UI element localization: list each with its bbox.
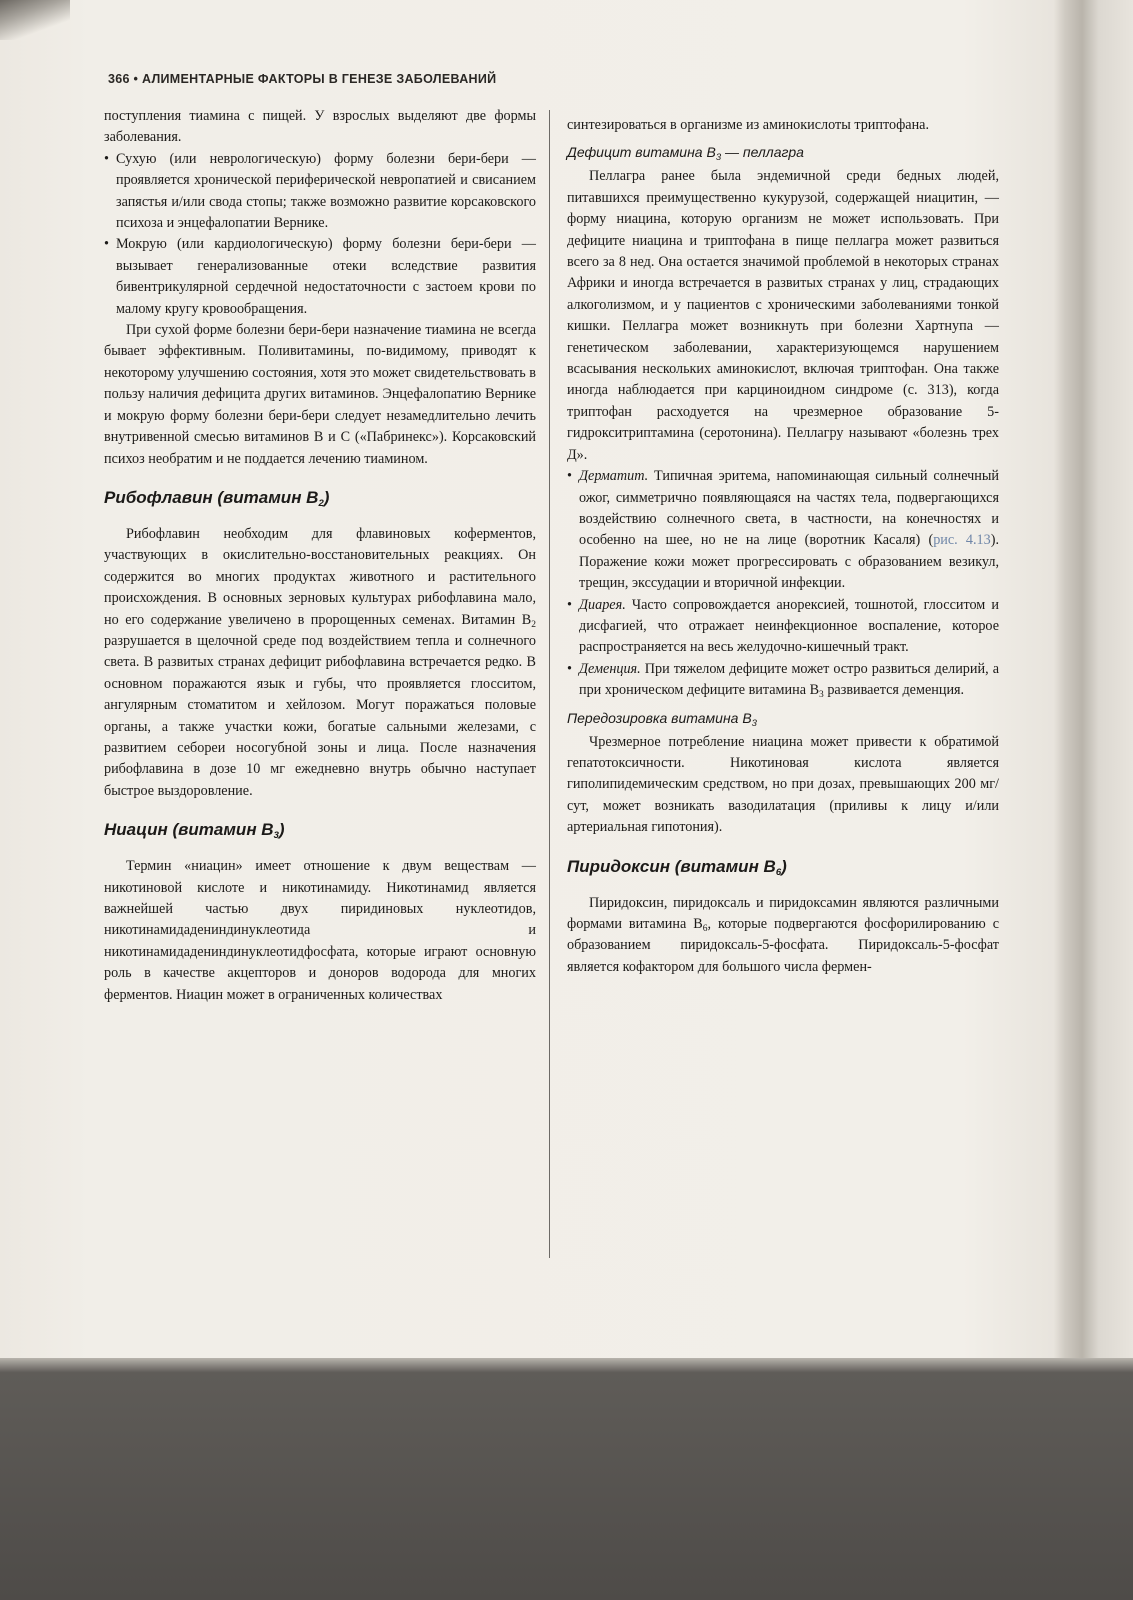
column-divider bbox=[549, 110, 550, 1258]
section-heading-riboflavin: Рибофлавин (витамин $В_2$) bbox=[104, 487, 330, 509]
bullet-item: • Сухую (или неврологическую) форму болезни бери-бери — проявляется хронической периферической невропатией и свисанием запястья и/или свода стопы; также возможно развитие корсаковского психоза и энцефалопатии Вернике. bbox=[104, 150, 536, 232]
paragraph: Рибофлавин необходим для флавиновых коферментов, участвующих в окислительно-восстановительных реакциях. Он содержится во многих продуктах животного и растительного происхождения. В основных зерновых культурах рибофлавина мало, но его содержание увеличено в пророщенных семенах. Витамин $В_2$ разрушается в щелочной среде под воздействием тепла и солнечного света. В развитых странах дефицит рибофлавина встречается редко. В основном поражаются язык и губы, что проявляется глосситом, ангулярным стоматитом и хейлозом. Могут поражаться половые органы, а также участки кожи, богатые сальными железами, с развитием себореи носогубной зоны и лица. После назначения рибофлавина в дозе 10 мг ежедневно внутрь обычно наступает быстрое выздоровление. bbox=[104, 525, 536, 799]
section-heading-pyridoxine: Пиридоксин (витамин $В_6$) bbox=[567, 856, 787, 878]
bullet-item: • Диарея. Часто сопровождается анорексией, тошнотой, глосситом и дисфагией, что отражает неинфекционное воспаление, которое распространяется на весь желудочно-кишечный тракт. bbox=[567, 596, 999, 656]
paragraph: Чрезмерное потребление ниацина может привести к обратимой гепатотоксичности. Никотиновая кислота является гиполипидемическим средством, но при дозах, превышающих 200 мг/сут, может возникать вазодилатация (приливы к лицу и/или артериальная гипотония). bbox=[567, 733, 999, 836]
page-corner-shadow bbox=[0, 0, 70, 40]
subheading-pellagra: Дефицит витамина $В_3$ — пеллагра bbox=[567, 144, 804, 164]
section-heading-niacin: Ниацин (витамин $В_3$) bbox=[104, 820, 285, 842]
bullet-item: • Дерматит. Типичная эритема, напоминающая сильный солнечный ожог, симметрично появляющаяся на частях тела, подвергающихся воздействию солнечного света, в частности, на конечностях и особенно на шее, но не на лице (воротник Касаля) (рис. 4.13). Поражение кожи может прогрессировать с образованием везикул, трещин, экссудации и вторичной инфекции. bbox=[567, 468, 999, 592]
paragraph: синтезироваться в организме из аминокислоты триптофана. bbox=[567, 117, 930, 133]
paragraph: Термин «ниацин» имеет отношение к двум веществам — никотиновой кислоте и никотинамиду. Никотинамид является важнейшей частью двух пиридиновых нуклеотидов, никотинамидадениндинуклеотида и никотинамидадениндинуклеотидфосфата, которые играют основную роль в качестве акцепторов и доноров водорода для многих ферментов. Ниацин может в ограниченных количествах bbox=[104, 858, 536, 1003]
subheading-overdose: Передозировка витамина $В_3$ bbox=[567, 709, 757, 729]
paragraph: Пеллагра ранее была эндемичной среди бедных людей, питавшихся преимущественно кукурузой, содержащей ниацитин, — форму ниацина, которую организм не может использовать. При дефиците ниацина и триптофана в пище пеллагра может развиться всего за 8 нед. Она остается значимой проблемой в некоторых странах Африки и иногда встречается в развитых странах у лиц, страдающих алкоголизмом, и у пациентов с хроническими заболеваниями тонкой кишки. Пеллагра может возникнуть при болезни Хартнупа — генетическом заболевании, характеризующемся нарушением всасывания нескольких аминокислот, включая триптофан. Она также иногда наблюдается при карциноидном синдроме (с. 313), когда триптофан расходуется на чрезмерное образование 5-гидрокситриптамина (серотонина). Пеллагру называют «болезнь трех Д». bbox=[567, 168, 999, 463]
running-head: 366 • АЛИМЕНТАРНЫЕ ФАКТОРЫ В ГЕНЕЗЕ ЗАБОЛЕВАНИЙ bbox=[108, 72, 497, 86]
paragraph: поступления тиамина с пищей. У взрослых выделяют две формы заболевания. bbox=[104, 108, 536, 146]
paragraph: При сухой форме болезни бери-бери назначение тиамина не всегда бывает эффективным. Поливитамины, по-видимому, приводят к некоторому улучшению состояния, хотя это может свидетельствовать в пользу наличия дефицита других витаминов. Энцефалопатию Вернике и мокрую форму болезни бери-бери следует незамедлительно лечить внутривенной смесью витаминов В и С («Пабринекс»). Корсаковский психоз необратим и не поддается лечению тиамином. bbox=[104, 322, 536, 467]
figure-reference-link[interactable]: рис. 4.13 bbox=[933, 532, 991, 549]
right-column bbox=[567, 115, 999, 978]
left-column bbox=[104, 106, 536, 1006]
paragraph: Пиридоксин, пиридоксаль и пиридоксамин являются различными формами витамина $В_6$, которые подвергаются фосфорилированию с образованием пиридоксаль-5-фосфата. Пиридоксаль-5-фосфат является кофактором для большого числа фермен- bbox=[567, 894, 999, 975]
scanner-background bbox=[0, 1358, 1133, 1600]
bullet-item: • Деменция. При тяжелом дефиците может остро развиться делирий, а при хроническом дефиците витамина $В_3$ развивается деменция. bbox=[567, 660, 999, 701]
bullet-item: • Мокрую (или кардиологическую) форму болезни бери-бери — вызывает генерализованные отеки вследствие развития бивентрикулярной сердечной недостаточности с застоем крови по малому кругу кровообращения. bbox=[104, 236, 536, 317]
